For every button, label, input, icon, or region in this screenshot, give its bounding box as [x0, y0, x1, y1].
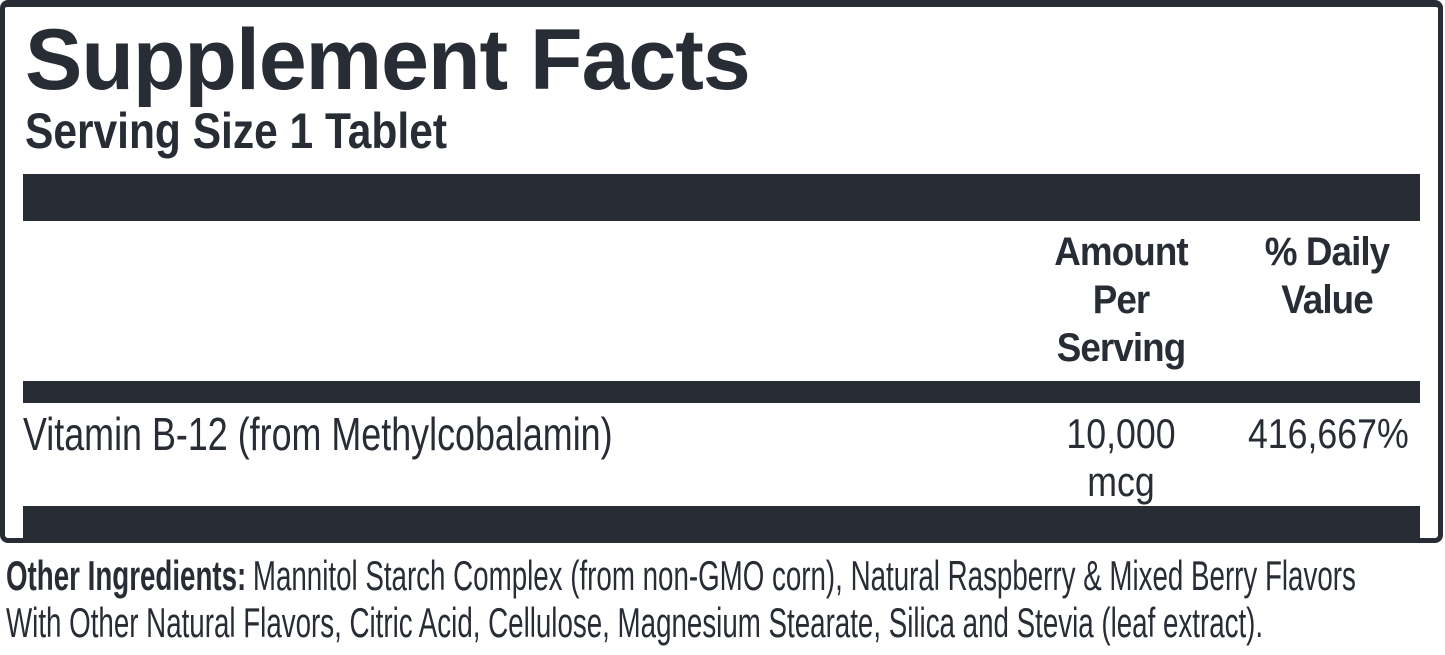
supplement-facts-title: Supplement Facts [25, 12, 750, 108]
column-headers-row [23, 221, 1420, 381]
separator-bar-thick-top [23, 174, 1420, 221]
percent-daily-value-header: % Daily Value [1264, 229, 1390, 322]
separator-bar-thin [23, 381, 1420, 403]
nutrient-name-cell [23, 407, 1016, 460]
serving-size-text: Serving Size 1 Tablet [25, 102, 447, 159]
nutrient-amount-wrap [1032, 410, 1211, 506]
separator-bar-thick-bottom [23, 506, 1420, 543]
other-ingredients-line-2: With Other Natural Flavors, Citric Acid, Cellulose, Magnesium Stearate, Silica and Stevia (leaf extract). [6, 599, 1264, 646]
nutrient-daily-value: 416,667% [1247, 409, 1409, 457]
nutrient-name: Vitamin B-12 (from Methylcobalamin) [23, 407, 613, 460]
nutrient-amount: 10,000 [1066, 409, 1176, 457]
amount-per-serving-header: Amount Per Serving [1054, 229, 1188, 370]
other-ingredients-text-1: Mannitol Starch Complex (from non-GMO corn), Natural Raspberry & Mixed Berry Flavors [252, 552, 1356, 599]
other-ingredients-label: Other Ingredients: [6, 552, 247, 599]
nutrient-row [23, 403, 1420, 506]
nutrient-daily-value-cell [1234, 410, 1420, 458]
other-ingredients-section [6, 552, 1445, 646]
other-ingredients-line-1 [6, 552, 1356, 599]
nutrient-amount-cell [1016, 410, 1226, 506]
nutrient-unit: mcg [1087, 457, 1155, 505]
